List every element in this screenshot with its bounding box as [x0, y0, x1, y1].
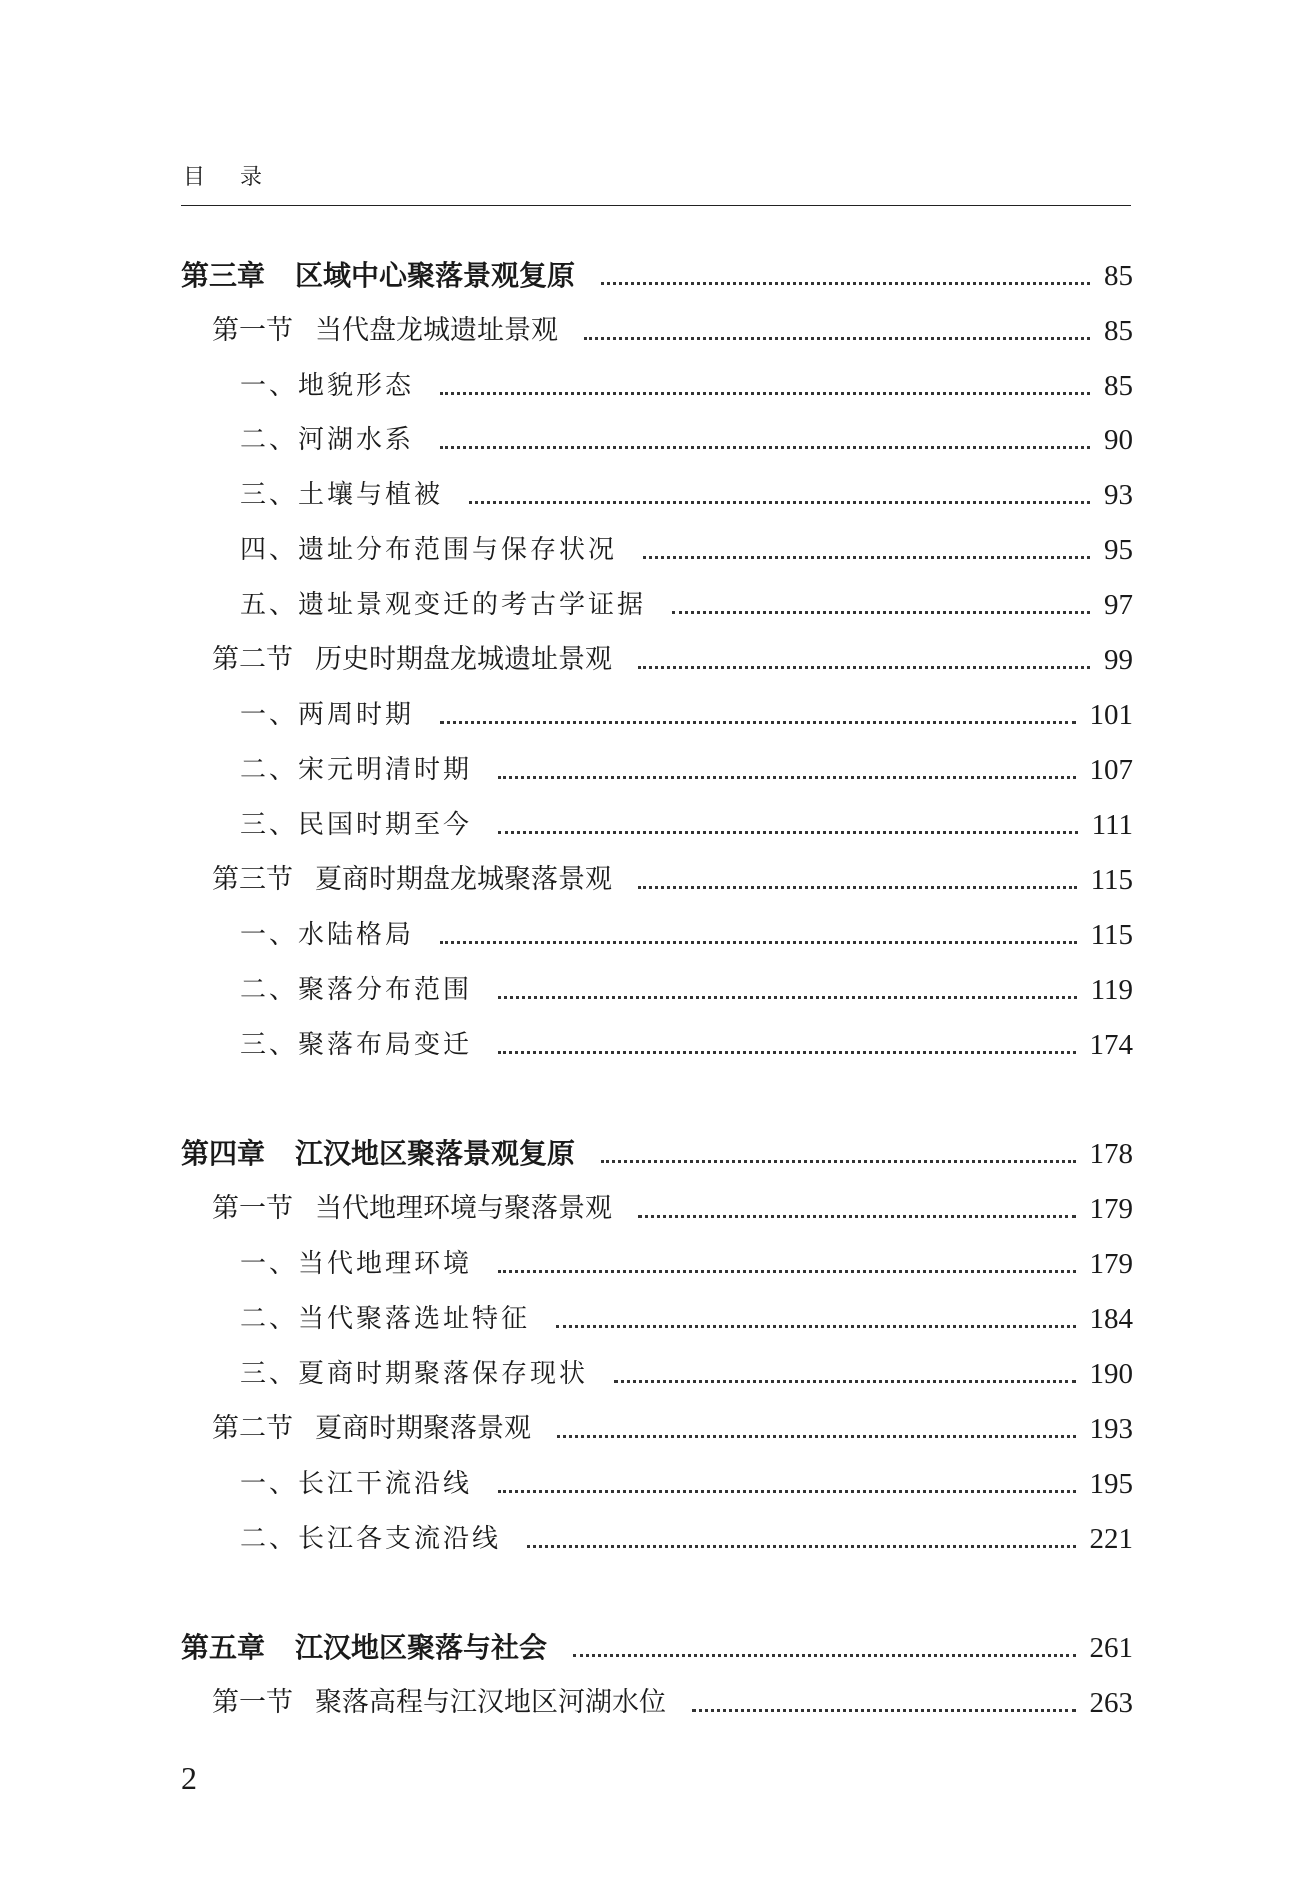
toc-item-entry[interactable] [240, 1354, 1133, 1394]
toc-entry-label [212, 640, 612, 680]
toc-entry-title: 历史时期盘龙城遗址景观 [315, 644, 612, 675]
dot-leader [440, 721, 1075, 724]
toc-entry-title: 二、河湖水系 [240, 425, 415, 455]
toc-entry-page: 85 [1104, 260, 1133, 292]
dot-leader [527, 1545, 1075, 1548]
toc-entry-label [181, 1628, 547, 1668]
toc-entry-page: 184 [1089, 1303, 1133, 1335]
toc-entry-label [240, 750, 472, 790]
toc-entry-label [240, 1025, 472, 1065]
toc-entry-label [240, 805, 472, 845]
toc-entry-number: 第三节 [212, 864, 293, 895]
toc-item-entry[interactable] [240, 915, 1133, 955]
toc-entry-label [212, 1683, 666, 1723]
dot-leader [498, 996, 1077, 999]
toc-item-entry[interactable] [240, 1464, 1133, 1504]
toc-entry-label [240, 530, 617, 570]
toc-entry-title: 当代地理环境与聚落景观 [315, 1193, 612, 1224]
toc-item-entry[interactable] [240, 585, 1133, 625]
dot-leader [573, 1654, 1075, 1657]
page-number: 2 [181, 1760, 197, 1796]
toc-entry-page: 221 [1089, 1523, 1133, 1555]
toc-item-entry[interactable] [240, 1519, 1133, 1559]
toc-entry-title: 夏商时期盘龙城聚落景观 [315, 864, 612, 895]
toc-entry-label [240, 1519, 501, 1559]
toc-entry-title: 二、聚落分布范围 [240, 975, 473, 1005]
toc-entry-page: 179 [1089, 1193, 1133, 1225]
dot-leader [440, 941, 1077, 944]
dot-leader [638, 666, 1090, 669]
toc-entry-title: 二、宋元明清时期 [240, 755, 473, 785]
toc-entry-page: 97 [1104, 589, 1133, 621]
toc-entry-page: 261 [1089, 1632, 1133, 1664]
toc-entry-page: 190 [1089, 1358, 1133, 1390]
toc-entry-number: 第五章 [181, 1631, 266, 1664]
toc-item-entry[interactable] [240, 1299, 1133, 1339]
toc-entry-title: 五、遗址景观变迁的考古学证据 [240, 590, 647, 620]
toc-entry-page: 107 [1089, 754, 1133, 786]
toc-section-entry[interactable] [212, 1409, 1133, 1449]
toc-item-entry[interactable] [240, 970, 1133, 1010]
toc-chapter-entry[interactable] [181, 256, 1133, 296]
dot-leader [440, 392, 1090, 395]
dot-leader [498, 1490, 1075, 1493]
toc-entry-page: 179 [1089, 1248, 1133, 1280]
dot-leader [672, 611, 1090, 614]
toc-entry-page: 101 [1089, 699, 1133, 731]
toc-entry-title: 一、两周时期 [240, 700, 415, 730]
toc-entry-page: 195 [1089, 1468, 1133, 1500]
toc-entry-number: 第三章 [181, 259, 266, 292]
toc-entry-page: 95 [1104, 534, 1133, 566]
toc-entry-label [212, 1189, 612, 1229]
toc-section-entry[interactable] [212, 640, 1133, 680]
toc-entry-title: 三、民国时期至今 [240, 810, 473, 840]
dot-leader [601, 282, 1090, 285]
toc-entry-label [240, 585, 646, 625]
toc-entry-title: 聚落高程与江汉地区河湖水位 [315, 1687, 666, 1718]
toc-entry-title: 三、聚落布局变迁 [240, 1030, 473, 1060]
toc-entry-page: 119 [1090, 974, 1133, 1006]
toc-item-entry[interactable] [240, 475, 1133, 515]
toc-entry-number: 第一节 [212, 1193, 293, 1224]
toc-entry-title: 一、当代地理环境 [240, 1249, 473, 1279]
toc-entry-label [240, 970, 472, 1010]
dot-leader [556, 1325, 1075, 1328]
toc-entry-page: 99 [1104, 644, 1133, 676]
toc-entry-title: 二、长江各支流沿线 [240, 1524, 502, 1554]
toc-entry-page: 115 [1090, 864, 1133, 896]
toc-section-entry[interactable] [212, 860, 1133, 900]
toc-entry-number: 第四章 [181, 1137, 266, 1170]
toc-entry-title: 区域中心聚落景观复原 [295, 259, 576, 292]
toc-entry-title: 当代盘龙城遗址景观 [315, 315, 558, 346]
toc-entry-number: 第一节 [212, 1687, 293, 1718]
toc-entry-title: 三、土壤与植被 [240, 480, 444, 510]
dot-leader [440, 446, 1090, 449]
toc-entry-page: 174 [1089, 1029, 1133, 1061]
toc-entry-title: 一、地貌形态 [240, 371, 415, 401]
toc-item-entry[interactable] [240, 805, 1133, 845]
toc-entry-number: 第二节 [212, 644, 293, 675]
toc-entry-label [240, 1464, 472, 1504]
toc-entry-page: 111 [1091, 809, 1133, 841]
toc-entry-label [181, 1134, 575, 1174]
toc-entry-label [240, 1299, 530, 1339]
dot-leader [638, 886, 1077, 889]
toc-entry-label [181, 256, 575, 296]
dot-leader [469, 501, 1090, 504]
toc-section-entry[interactable] [212, 311, 1133, 351]
dot-leader [557, 1435, 1076, 1438]
toc-entry-title: 二、当代聚落选址特征 [240, 1304, 531, 1334]
toc-entry-number: 第二节 [212, 1413, 293, 1444]
toc-section-entry[interactable] [212, 1189, 1133, 1229]
toc-entry-label [240, 915, 414, 955]
dot-leader [498, 776, 1075, 779]
toc-entry-page: 85 [1104, 315, 1133, 347]
toc-entry-label [212, 311, 558, 351]
toc-entry-title: 江汉地区聚落与社会 [295, 1631, 548, 1664]
dot-leader [643, 556, 1090, 559]
toc-item-entry[interactable] [240, 750, 1133, 790]
dot-leader [601, 1160, 1075, 1163]
toc-entry-page: 263 [1089, 1687, 1133, 1719]
toc-entry-label [240, 695, 414, 735]
toc-entry-title: 江汉地区聚落景观复原 [295, 1137, 576, 1170]
toc-item-entry[interactable] [240, 530, 1133, 570]
dot-leader [614, 1380, 1075, 1383]
toc-entry-label [240, 1354, 588, 1394]
toc-entry-label [240, 420, 414, 460]
toc-chapter-entry[interactable] [181, 1134, 1133, 1174]
dot-leader [498, 1051, 1075, 1054]
toc-entry-label [212, 1409, 531, 1449]
toc-item-entry[interactable] [240, 695, 1133, 735]
toc-entry-title: 一、水陆格局 [240, 920, 415, 950]
toc-entry-page: 178 [1089, 1138, 1133, 1170]
toc-entry-label [240, 366, 414, 406]
toc-entry-page: 115 [1090, 919, 1133, 951]
toc-entry-label [212, 860, 612, 900]
dot-leader [498, 831, 1078, 834]
toc-chapter-entry[interactable] [181, 1628, 1133, 1668]
dot-leader [692, 1709, 1076, 1712]
running-header: 目 录 [183, 165, 276, 190]
toc-item-entry[interactable] [240, 1025, 1133, 1065]
toc-entry-number: 第一节 [212, 315, 293, 346]
toc-item-entry[interactable] [240, 420, 1133, 460]
toc-entry-page: 85 [1104, 370, 1133, 402]
toc-entry-label [240, 475, 443, 515]
toc-entry-page: 90 [1104, 424, 1133, 456]
toc-entry-page: 93 [1104, 479, 1133, 511]
toc-entry-title: 夏商时期聚落景观 [315, 1413, 531, 1444]
toc-entry-title: 一、长江干流沿线 [240, 1469, 473, 1499]
dot-leader [638, 1215, 1076, 1218]
toc-entry-title: 三、夏商时期聚落保存现状 [240, 1359, 589, 1389]
toc-entry-label [240, 1244, 472, 1284]
toc-item-entry[interactable] [240, 1244, 1133, 1284]
toc-entry-title: 四、遗址分布范围与保存状况 [240, 535, 618, 565]
toc-section-entry[interactable] [212, 1683, 1133, 1723]
dot-leader [498, 1270, 1075, 1273]
dot-leader [584, 337, 1090, 340]
toc-entry-page: 193 [1089, 1413, 1133, 1445]
toc-item-entry[interactable] [240, 366, 1133, 406]
